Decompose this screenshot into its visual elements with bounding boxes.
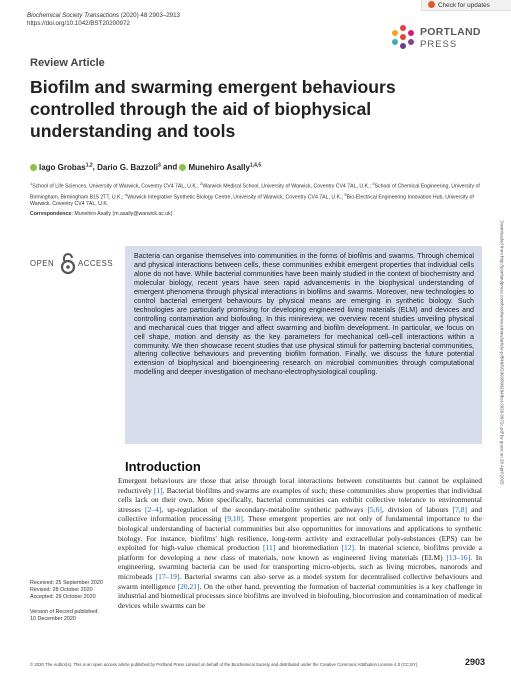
check-for-updates-button[interactable]	[421, 0, 511, 11]
citation-link[interactable]: [9,10]	[224, 514, 243, 524]
open-access-word2: ACCESS	[78, 259, 114, 268]
check-for-updates-label: Check for updates	[438, 2, 490, 9]
affiliations: $^1$School of Life Sciences, University of Warwick, Coventry CV4 7AL, U.K.; $^2$Warwick Medical School, University of Warwick, Coventry CV4 7AL, U.K.; $^3$School of Chemical Engineering, University of Birmingham, Birmingham B15 2TT, U.K.; $^4$Warwick Integrative Synthetic Biology Centre, University of Warwick, Coventry CV4 7AL, U.K.; $^5$Bio-Electrical Engineering Innovation Hub, University of Warwick, Coventry CV4 7AL, U.K.	[30, 181, 480, 208]
author[interactable]: Dario G. Bazzoli$^3$	[97, 162, 161, 172]
correspondence: Correspondence: Munehiro Asally (m.asally@warwick.ac.uk)	[30, 211, 173, 217]
journal-name: Biochemical Society Transactions	[27, 12, 120, 19]
citation-link[interactable]: [2–4]	[145, 504, 162, 514]
citation-link[interactable]: [11]	[263, 543, 276, 553]
citation-link[interactable]: [17–19]	[155, 571, 180, 581]
citation-link[interactable]: [13–16]	[446, 552, 471, 562]
citation-link[interactable]: [12]	[341, 543, 355, 553]
open-access-word1: OPEN	[30, 259, 55, 268]
portland-press-dots-icon	[390, 24, 416, 50]
license-footer: © 2020 The Author(s). This is an open access article published by Portland Press Limited on behalf of the Biochemical Society and distributed under the Creative Commons Attribution License 4.0 (CC BY).	[30, 662, 419, 667]
orcid-icon[interactable]	[30, 164, 37, 171]
orcid-icon[interactable]	[179, 164, 186, 171]
download-side-note: Downloaded from http://portlandpress.com/biochemsoctrans/article-pdf/48/6/2903/899294/bst-2020-0972c.pdf by guest on 28 April 2025	[499, 220, 505, 485]
journal-year-volume: (2020) 48 2903–2913	[120, 12, 180, 19]
open-access-badge	[30, 251, 120, 275]
publication-dates: Received: 25 September 2020 Revised: 28 October 2020 Accepted: 29 October 2020 Version of Record published: 10 December 2020	[30, 580, 103, 623]
citation-link[interactable]: [1]	[153, 485, 163, 495]
journal-header	[27, 12, 180, 28]
open-access-lock-icon	[60, 252, 76, 274]
article-type: Review Article	[30, 57, 105, 69]
page-number: 2903	[465, 657, 486, 667]
section-heading-introduction: Introduction	[125, 459, 201, 474]
citation-link[interactable]: [7,8]	[452, 504, 468, 514]
publisher-logo	[390, 22, 500, 56]
doi-link[interactable]: https://doi.org/10.1042/BST20200972	[27, 20, 130, 27]
update-badge-icon	[428, 1, 435, 8]
citation-link[interactable]: [5,6]	[367, 504, 382, 514]
publisher-name-line2: PRESS	[420, 39, 458, 50]
citation-link[interactable]: [20,21]	[177, 581, 200, 591]
article-title: Biofilm and swarming emergent behaviours controlled through the aid of biophysical understanding and tools	[30, 77, 396, 141]
correspondence-email[interactable]: Munehiro Asally (m.asally@warwick.ac.uk)	[74, 211, 173, 217]
abstract-box: Bacteria can organise themselves into communities in the forms of biofilms and swarms. Through chemical and physical interactions between cells, these communities exhibit emergent properties that individual cells alone do not have. While bacterial communities have been mainly studied in the context of biochemistry and molecular biology, recent years have seen rapid advancements in the biophysical understanding of emergent phenomena through physical interactions in biofilms and swarms. Moreover, new technologies to control bacterial emergent behaviours by physical means are emerging in synthetic biology. Such technologies are particularly promising for developing engineered living materials (ELM) and devices and controlling contamination and biofouling. In this minireview, we overview recent studies unveiling physical and mechanical cues that trigger and affect swarming and biofilm development. In particular, we focus on cell shape, motion and density as the key parameters for mechanical cell–cell interactions within a community. We then showcase recent studies that use physical stimuli for patterning bacterial communities, altering collective behaviours and preventing biofilm formation. Finally, we discuss the future potential extension of biophysical and bioengineering research on microbial communities through computational modelling and deeper investigation of mechano-electrophysiological coupling.	[125, 246, 482, 444]
author-list: Iago Grobas$^{1,2}$, Dario G. Bazzoli$^3$ and Munehiro Asally$^{1,4,5}$	[30, 162, 261, 172]
author[interactable]: Munehiro Asally$^{1,4,5}$	[179, 163, 261, 172]
publisher-name-line1: PORTLAND	[420, 26, 481, 38]
author[interactable]: Iago Grobas$^{1,2}$	[30, 163, 93, 172]
introduction-body: Emergent behaviours are those that arise through local interactions between constituents but cannot be explained reductively [1]. Bacterial biofilms and swarms are examples of such; these communities show properties that individual cells lack on their own. More specifically, bacterial communities can exhibit collective tolerance to environmental stresses [2–4], up-regulation of the secondary-metabolite synthetic pathways [5,6], division of labours [7,8] and collective information processing [9,10]. These emergent properties are not only of fundamental importance to the biological understanding of bacterial communities but also opportunities for innovations and applications to synthetic biology. For instance, biofilms' high resilience, long-term activity and extracellular poly-substances (EPS) can be exploited for high-value chemical production [11] and bioremediation [12]. In material science, biofilms provide a platform for developing a new class of materials, now known as engineered living materials (ELM) [13–16]. In engineering, swarming bacteria can be used for transporting micro-objects, such as living microbes, nanorods and microbeads [17–19]. Bacterial swarms can also serve as a model system for decentralised collective behaviours and swarm intelligence [20,21]. On the other hand, preventing the formation of bacterial communities is a key challenge in industrial and biomedical processes since biofilms are involved in biofouling, biocorrosion and contamination of medical devices while swarms can be	[118, 476, 483, 610]
